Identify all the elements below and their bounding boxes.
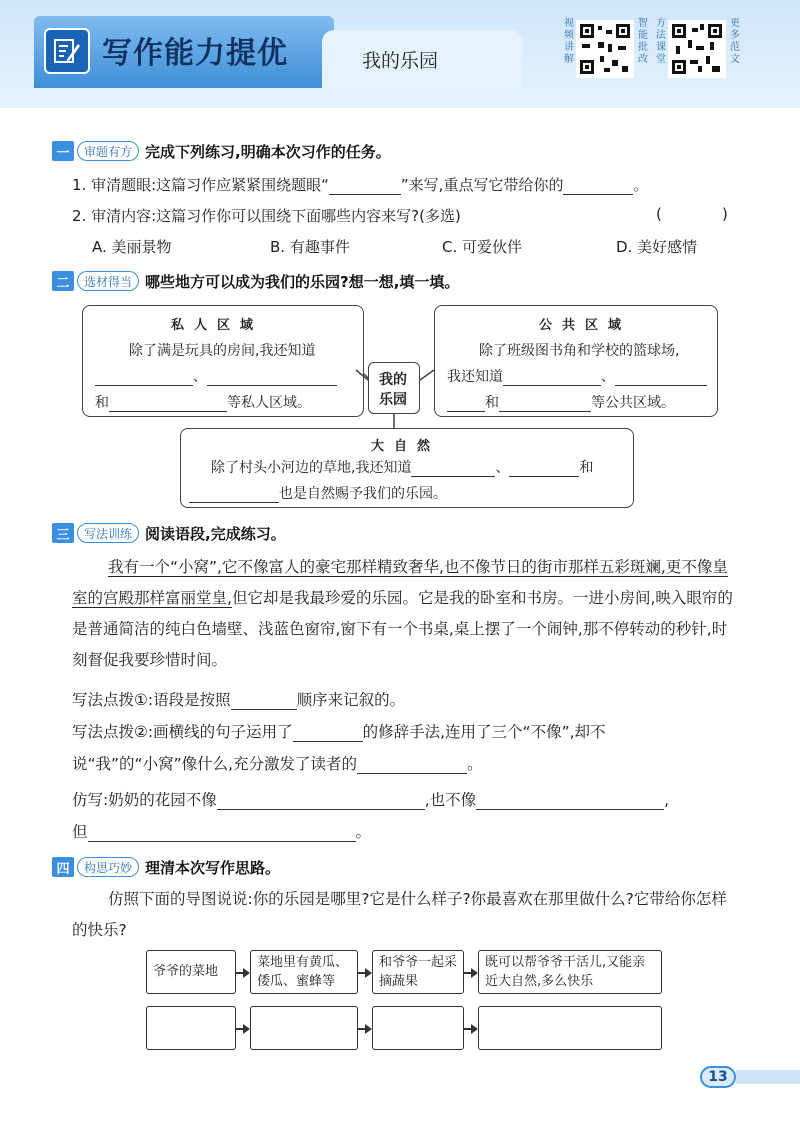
answer-paren-right: ) [722,205,728,223]
imitation-line1 [72,788,669,810]
public-area-box [434,305,718,417]
page-number: 13 [700,1066,736,1088]
and-text: 和 [95,395,109,411]
blank-imitation-2[interactable] [476,795,664,810]
tip-1 [72,688,405,710]
page-title: 写作能力提优 [102,36,288,71]
imitation-line2 [72,820,371,842]
qr-label-grading: 智能批改 [638,18,648,65]
blank[interactable] [509,462,579,477]
nature-line1 [211,457,593,477]
qr-label-more: 更多范文 [730,18,740,65]
section-title: 哪些地方可以成为我们的乐园?想一想,填一填。 [145,272,460,291]
reading-passage [72,552,740,676]
option-a[interactable]: A. 美丽景物 [92,238,172,256]
passage-rest: 但它却是我最珍爱的乐园。它是我的卧室和书房。一进小房间,映入眼帘的是普通简洁的纯白色墙壁、浅蓝色窗帘,窗下有一个书桌,桌上摆了一个闹钟,那不停转动的秒针,时刻督促我要珍惜时间。 [72,589,733,669]
q1-text-b: ”来写,重点写它带给你的 [400,176,564,194]
tip-2-line1 [72,720,606,742]
end-text: 等公共区域。 [591,395,675,411]
flow-arrow [236,1028,248,1030]
tip1-text-b: 顺序来记叙的。 [296,691,406,709]
private-line1: 除了满是玩具的房间,我还知道 [129,343,316,359]
qr-label-video: 视频讲解 [564,18,574,65]
center-line1: 我的 [379,372,407,388]
flow-arrow [464,972,476,974]
public-know: 我还知道 [447,369,503,385]
box-title: 私人区域 [171,318,264,333]
section-tag: 写法训练 [77,523,139,543]
flow-arrow [236,972,248,974]
qr-label-method: 方法课堂 [656,18,666,65]
end-text: 也是自然赐予我们的乐园。 [279,486,447,502]
flow-box-place: 爷爷的菜地 [146,950,236,994]
sep: 、 [601,369,615,385]
tip2-text-d: 。 [467,755,483,773]
section-title: 理清本次写作思路。 [145,858,281,877]
blank[interactable] [189,488,279,503]
imit-text-e: 。 [355,823,372,841]
blank[interactable] [615,371,707,386]
q1-text-c: 。 [633,176,649,194]
blank[interactable] [499,397,591,412]
box-title: 大自然 [371,439,441,454]
tip2-text-c: 说“我”的“小窝”像什么,充分激发了读者的 [72,755,358,773]
section-4-heading [52,856,280,878]
tip1-text-a: 写法点拨①:语段是按照 [72,691,231,709]
option-b[interactable]: B. 有趣事件 [270,238,350,256]
nature-know: 除了村头小河边的草地,我还知道 [211,460,412,476]
flow-arrow [464,1028,476,1030]
option-c[interactable]: C. 可爱伙伴 [442,238,523,256]
section-number: 一 [52,141,74,161]
blank[interactable] [447,397,485,412]
section-number: 二 [52,271,74,291]
question-2: 2. 审清内容:这篇习作你可以围绕下面哪些内容来写?(多选) [72,207,461,225]
blank-reader[interactable] [357,759,467,774]
sep: 、 [193,369,207,385]
sep: 、 [495,460,510,476]
and-text: 和 [485,395,499,411]
imit-text-d: 但 [72,823,88,841]
section-3-heading [52,522,286,544]
flow-box-activity: 和爷爷一起采摘蔬果 [372,950,464,994]
flow-box-appearance: 菜地里有黄瓜、倭瓜、蜜蜂等 [250,950,358,994]
imit-text-c: , [664,791,670,809]
tip2-text-b: 的修辞手法,连用了三个“不像”,却不 [362,723,606,741]
public-line3 [447,392,675,412]
public-line1: 除了班级图书角和学校的篮球场, [479,343,680,359]
blank[interactable] [503,371,601,386]
blank-order[interactable] [231,695,297,710]
tip-2-line2 [72,752,483,774]
page-subtitle: 我的乐园 [362,50,439,72]
flow-box-feeling: 既可以帮爷爷干活儿,又能亲近大自然,多么快乐 [478,950,662,994]
option-d[interactable]: D. 美好感情 [616,238,698,256]
blank[interactable] [411,462,495,477]
public-line2 [447,366,707,386]
flow-arrow [358,972,370,974]
section-number: 三 [52,523,74,543]
section-tag: 构思巧妙 [77,857,139,877]
q1-text-a: 1. 审清题眼:这篇习作应紧紧围绕题眼“ [72,176,329,194]
and-text: 和 [579,460,594,476]
box-title: 公共区域 [539,318,632,333]
blank-rhetoric[interactable] [293,727,363,742]
page-number-bar [736,1070,800,1084]
blank-imitation-1[interactable] [217,795,425,810]
flow-blank-box-2[interactable] [250,1006,358,1050]
imit-text-a: 仿写:奶奶的花园不像 [72,791,217,809]
tip2-text-a: 写法点拨②:画横线的句子运用了 [72,723,293,741]
section-title: 阅读语段,完成练习。 [145,524,286,543]
section-4-intro: 仿照下面的导图说说:你的乐园是哪里?它是什么样子?你最喜欢在那里做什么?它带给你怎样的快乐? [72,890,727,939]
center-line2: 乐园 [379,392,407,408]
section-tag: 选材得当 [77,271,139,291]
section-tag: 审题有方 [77,141,139,161]
flow-blank-box-1[interactable] [146,1006,236,1050]
nature-box [180,428,634,508]
section-title: 完成下列练习,明确本次习作的任务。 [145,142,391,161]
end-text: 等私人区域。 [227,395,311,411]
flow-arrow [358,1028,370,1030]
blank-imitation-3[interactable] [88,827,356,842]
flow-blank-box-3[interactable] [372,1006,464,1050]
underlined-sentence: 我有一个“小窝”,它不像富人的豪宅那样精致奢华,也不像节日的街市那样五彩斑斓,更不像皇室的宫殿那样富丽堂皇, [72,558,728,607]
imit-text-b: ,也不像 [424,791,477,809]
flow-blank-box-4[interactable] [478,1006,662,1050]
section-number: 四 [52,857,74,877]
nature-line2 [189,483,447,503]
answer-paren-left: ( [656,205,662,223]
